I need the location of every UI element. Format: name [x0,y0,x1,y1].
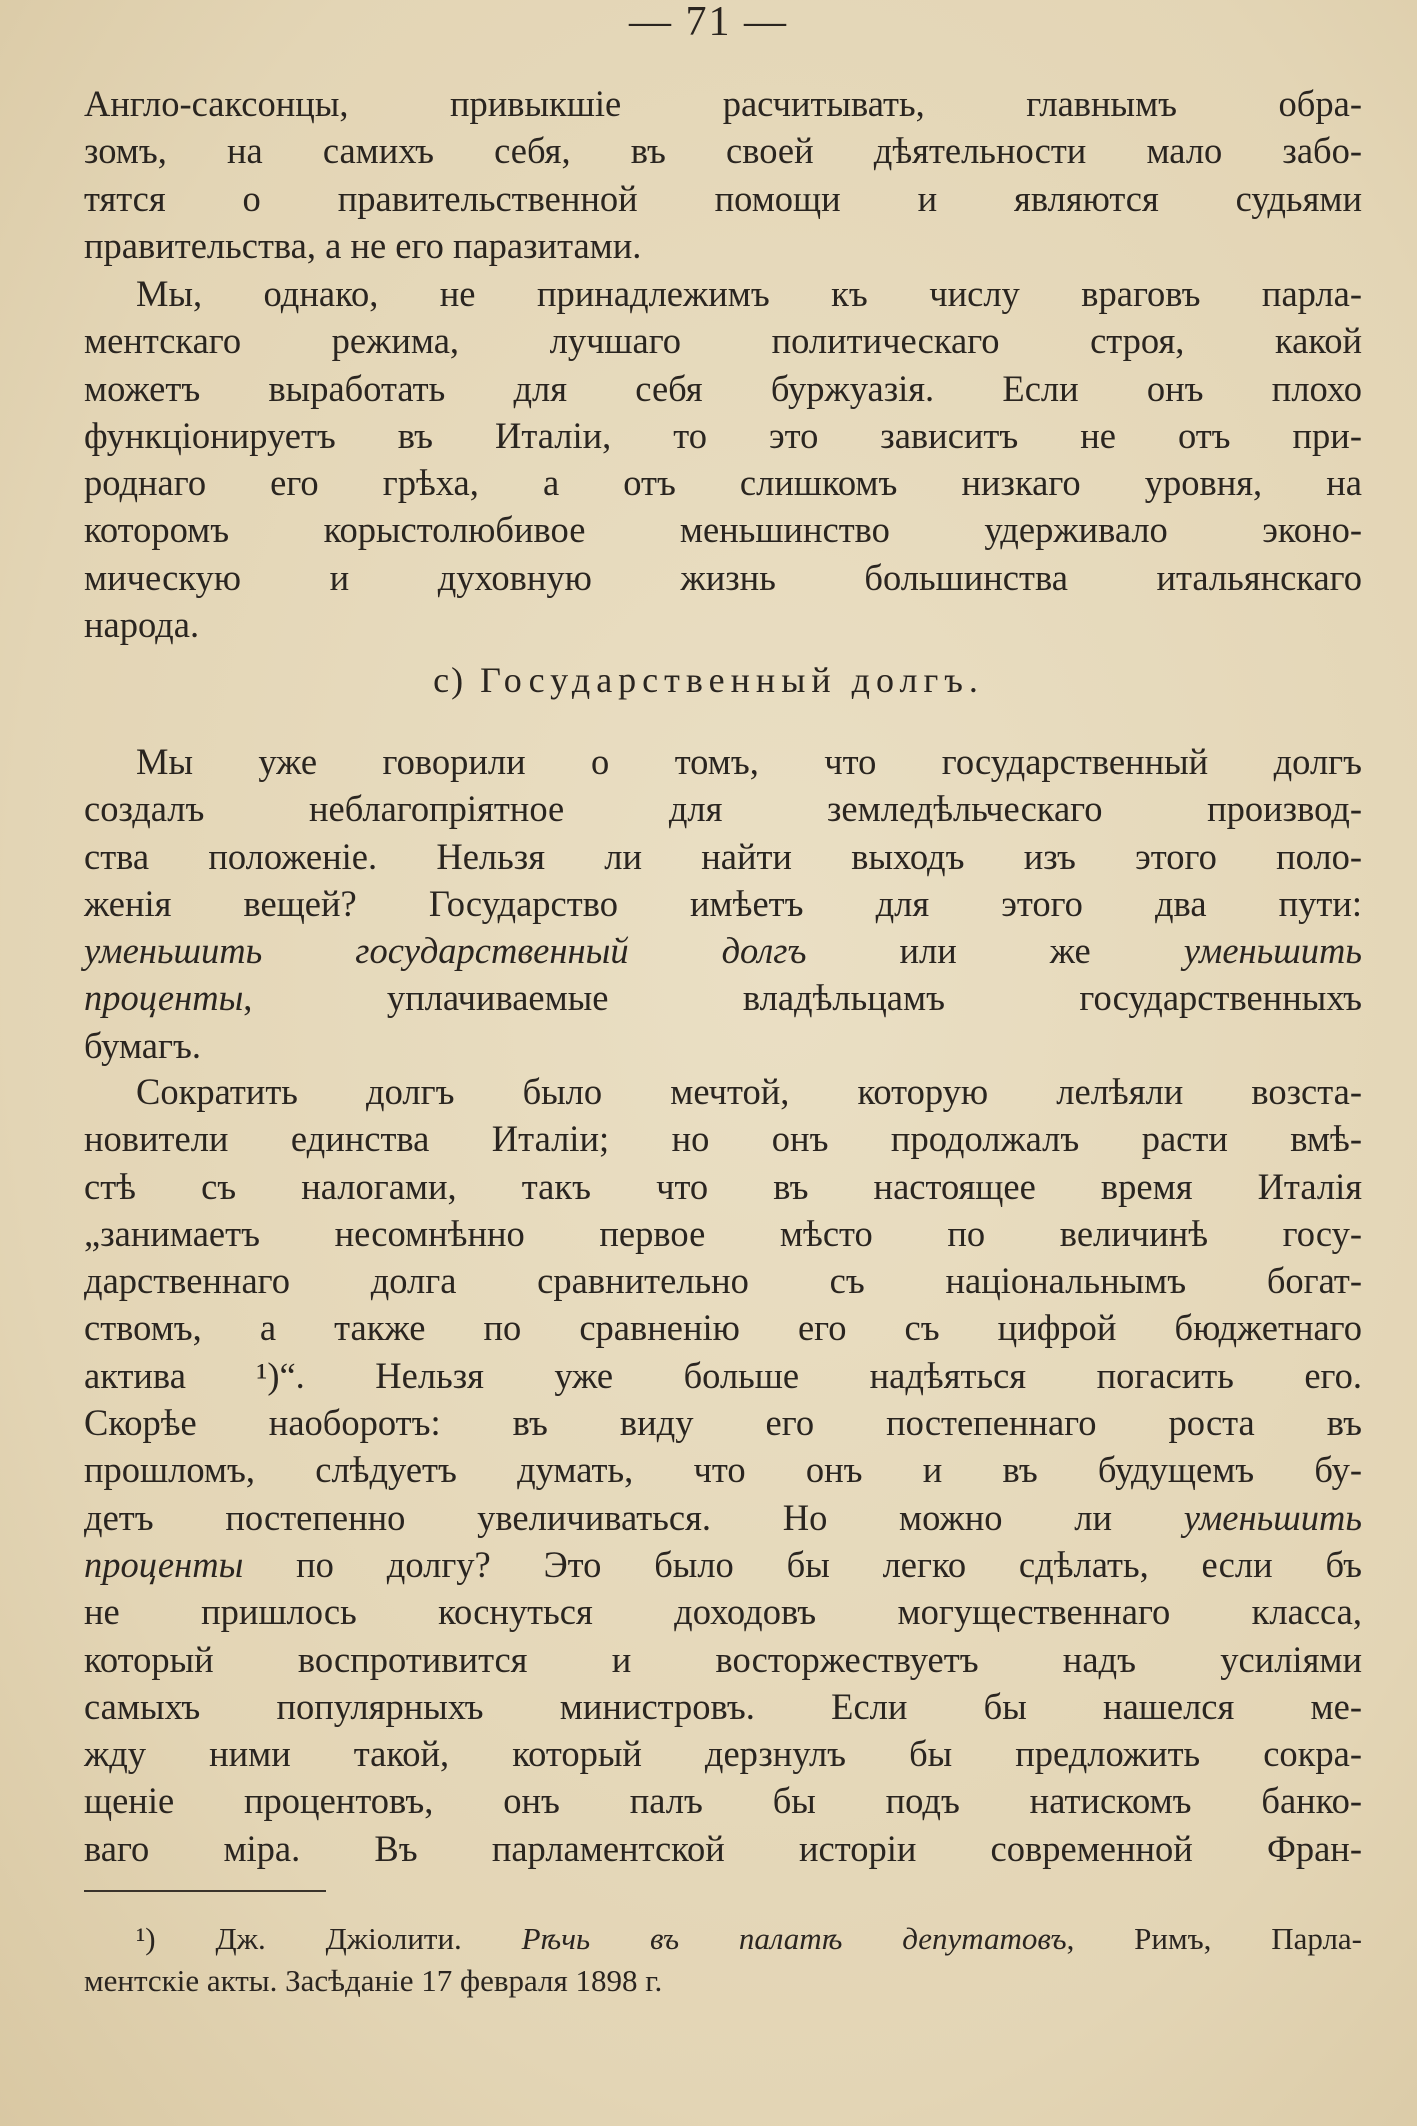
text-line: мическую и духовную жизнь большинства итальянскаго [84,556,1362,598]
italic-phrase: проценты [84,977,244,1019]
text-line: тятся о правительственной помощи и являются судьями [84,177,1362,219]
text-line: ства положеніе. Нельзя ли найти выходъ изъ этого поло- [84,835,1362,877]
paragraph-3 [84,738,1362,1069]
italic-phrase: уменьшить [1183,930,1363,972]
text-line: актива ¹)“. Нельзя уже больше надѣяться погасить его. [84,1354,1362,1396]
text-line [84,927,1362,974]
text-line [84,1494,1362,1541]
text-line: можетъ выработать для себя буржуазія. Если онъ плохо [84,367,1362,409]
paragraph-4 [84,1068,1362,1872]
text-line: новители единства Италіи; но онъ продолжалъ расти вмѣ- [84,1118,1362,1160]
text-line: прошломъ, слѣдуетъ думать, что онъ и въ будущемъ бу- [84,1449,1362,1491]
text-line: роднаго его грѣха, а отъ слишкомъ низкаго уровня, на [84,462,1362,504]
text-line: стѣ съ налогами, такъ что въ настоящее время Италія [84,1165,1362,1207]
section-heading-title: Государственный долгъ. [480,660,984,700]
text-line: женія вещей? Государство имѣетъ для этого два пути: [84,882,1362,924]
footnote-divider [84,1890,326,1892]
section-heading-marker: c) [433,660,466,700]
paragraph-1 [84,80,1362,269]
footnote [84,1918,1362,2002]
text-run: детъ постепенно увеличиваться. Но можно ли [84,1496,1184,1538]
text-line [84,974,1362,1021]
text-line: который воспротивится и восторжествуетъ надъ усиліями [84,1638,1362,1680]
text-line: Англо-саксонцы, привыкшіе расчитывать, главнымъ обра- [84,83,1362,124]
text-line: которомъ корыстолюбивое меньшинство удерживало эконо- [84,509,1362,551]
text-line: бумагъ. [84,1024,201,1066]
text-line: правительства, а не его паразитами. [84,224,642,266]
text-line: Скорѣе наоборотъ: въ виду его постепеннаго роста въ [84,1402,1362,1444]
text-line: ментскаго режима, лучшаго политическаго строя, какой [84,320,1362,362]
footnote-line: ментскіе акты. Засѣданіе 17 февраля 1898 г. [84,1963,663,1998]
text-line: функціонируетъ въ Италіи, то это зависитъ не отъ при- [84,414,1362,456]
paragraph-2 [84,270,1362,648]
text-run: , Римъ, Парла- [1066,1921,1362,1956]
section-heading [0,655,1417,705]
text-line: Мы уже говорили о томъ, что государственный долгъ [136,741,1362,782]
italic-phrase: проценты [84,1543,244,1585]
text-line: зомъ, на самихъ себя, въ своей дѣятельности мало забо- [84,130,1362,172]
text-line: ствомъ, а также по сравненію его съ цифрой бюджетнаго [84,1307,1362,1349]
text-line: жду ними такой, который дерзнулъ бы предложить сокра- [84,1733,1362,1775]
text-line: Мы, однако, не принадлежимъ къ числу враговъ парла- [136,273,1362,314]
footnote-line [84,1918,1362,1960]
italic-phrase: Рѣчь въ палатѣ депутатовъ [521,1921,1067,1956]
text-run: или же [806,930,1184,972]
text-line: народа. [84,604,200,646]
text-line: щеніе процентовъ, онъ палъ бы подъ натискомъ банко- [84,1780,1362,1822]
text-line: ваго міра. Въ парламентской исторіи современной Фран- [84,1827,1362,1869]
text-run: ¹) Дж. Джіолити. [136,1921,522,1956]
text-run: , уплачиваемые владѣльцамъ государственныхъ [243,977,1362,1019]
italic-phrase: уменьшить государственный долгъ [84,930,807,972]
italic-phrase: уменьшить [1183,1496,1362,1538]
text-line: самыхъ популярныхъ министровъ. Если бы нашелся ме- [84,1685,1362,1727]
text-line [84,1541,1362,1588]
text-line: создалъ неблагопріятное для земледѣльческаго производ- [84,788,1362,830]
text-run: по долгу? Это было бы легко сдѣлать, если бъ [243,1543,1362,1585]
page-number: — 71 — [629,0,788,45]
text-line: Сократить долгъ было мечтой, которую лелѣяли возста- [136,1071,1362,1112]
text-line: дарственнаго долга сравнительно съ національнымъ богат- [84,1260,1362,1302]
text-line: „занимаетъ несомнѣнно первое мѣсто по величинѣ госу- [84,1212,1362,1254]
text-line: не пришлось коснуться доходовъ могущественнаго класса, [84,1591,1362,1633]
